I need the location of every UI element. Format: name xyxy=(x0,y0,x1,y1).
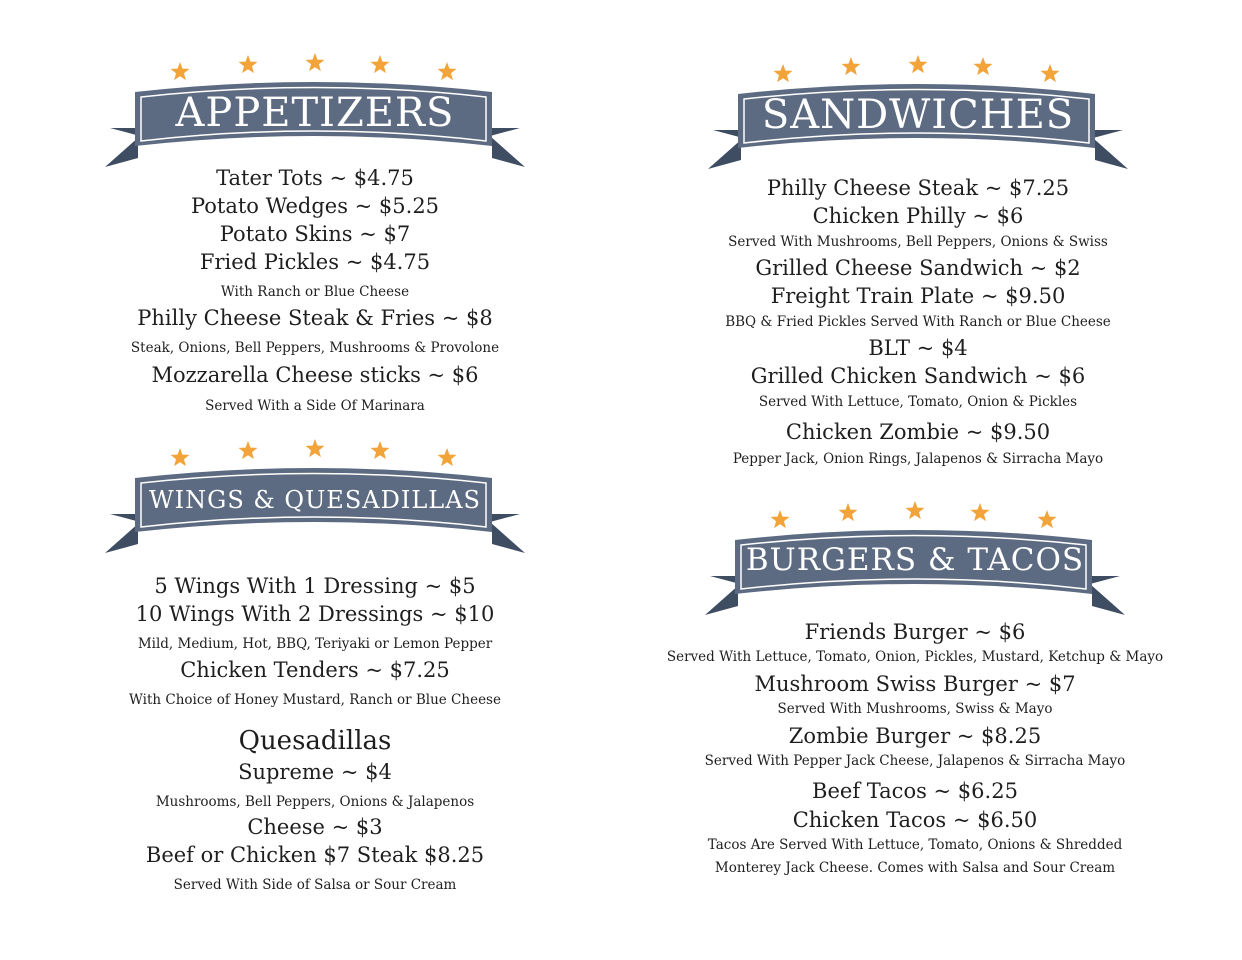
menu-item: Tater Tots ~ $4.75 xyxy=(216,166,414,190)
item-description: Monterey Jack Cheese. Comes with Salsa and Sour Cream xyxy=(714,860,1116,876)
menu-item: BLT ~ $4 xyxy=(868,336,968,360)
star-icon xyxy=(774,64,793,82)
star-icon xyxy=(239,55,258,73)
item-description: Tacos Are Served With Lettuce, Tomato, Onions & Shredded xyxy=(707,837,1123,853)
menu-item: Grilled Chicken Sandwich ~ $6 xyxy=(750,364,1086,388)
menu-item: 5 Wings With 1 Dressing ~ $5 xyxy=(154,574,476,598)
star-icon xyxy=(909,55,928,73)
menu-item: 10 Wings With 2 Dressings ~ $10 xyxy=(135,602,495,626)
star-icon xyxy=(906,501,925,519)
star-icon xyxy=(371,441,390,459)
item-description: Served With Lettuce, Tomato, Onion, Pickles, Mustard, Ketchup & Mayo xyxy=(666,649,1164,665)
star-icon xyxy=(771,510,790,528)
section-title: APPETIZERS xyxy=(175,90,455,136)
item-description: BBQ & Fried Pickles Served With Ranch or Blue Cheese xyxy=(725,314,1111,330)
menu-item: Fried Pickles ~ $4.75 xyxy=(199,250,431,274)
appetizers-banner xyxy=(100,50,530,170)
item-description: Steak, Onions, Bell Peppers, Mushrooms & Provolone xyxy=(130,340,500,356)
menu-item: Mozzarella Cheese sticks ~ $6 xyxy=(151,363,479,387)
item-description: Served With Mushrooms, Swiss & Mayo xyxy=(777,701,1053,717)
star-icon xyxy=(971,503,990,521)
ribbon-left-tail xyxy=(105,514,140,553)
ribbon-left-tail xyxy=(705,576,740,615)
menu-item: Potato Skins ~ $7 xyxy=(219,222,411,246)
item-description: Served With Pepper Jack Cheese, Jalapenos & Sirracha Mayo xyxy=(704,753,1126,769)
menu-item: Chicken Tenders ~ $7.25 xyxy=(180,658,450,682)
menu-item: Beef Tacos ~ $6.25 xyxy=(812,779,1018,803)
star-icon xyxy=(371,55,390,73)
item-description: Served With Lettuce, Tomato, Onion & Pickles xyxy=(758,394,1078,410)
ribbon-right-tail xyxy=(490,514,525,553)
menu-item: Friends Burger ~ $6 xyxy=(804,620,1026,644)
menu-item: Grilled Cheese Sandwich ~ $2 xyxy=(755,256,1081,280)
menu-item: Beef or Chicken $7 Steak $8.25 xyxy=(145,843,485,867)
burgers-banner xyxy=(700,498,1130,618)
star-icon xyxy=(306,53,325,71)
star-icon xyxy=(842,57,861,75)
sandwiches-banner xyxy=(703,52,1133,172)
menu-item: Chicken Philly ~ $6 xyxy=(812,204,1024,228)
section-title: BURGERS & TACOS xyxy=(745,542,1085,578)
menu-item: Supreme ~ $4 xyxy=(238,760,392,784)
star-icon xyxy=(438,62,457,80)
ribbon-right-tail xyxy=(1090,576,1125,615)
star-icon xyxy=(306,439,325,457)
star-icon xyxy=(171,62,190,80)
star-icon xyxy=(438,448,457,466)
menu-item: Philly Cheese Steak ~ $7.25 xyxy=(766,176,1070,200)
menu-item: Chicken Zombie ~ $9.50 xyxy=(785,420,1051,444)
menu-item: Cheese ~ $3 xyxy=(247,815,383,839)
menu-item: Potato Wedges ~ $5.25 xyxy=(190,194,440,218)
section-title: WINGS & QUESADILLAS xyxy=(149,486,481,514)
item-description: Mild, Medium, Hot, BBQ, Teriyaki or Lemon Pepper xyxy=(137,636,493,652)
star-icon xyxy=(171,448,190,466)
menu-item: Freight Train Plate ~ $9.50 xyxy=(770,284,1066,308)
star-icon xyxy=(1038,510,1057,528)
menu-item: Mushroom Swiss Burger ~ $7 xyxy=(754,672,1076,696)
star-icon xyxy=(239,441,258,459)
item-description: Served With Mushrooms, Bell Peppers, Onions & Swiss xyxy=(728,234,1108,250)
subsection-heading: Quesadillas xyxy=(238,726,392,756)
menu-item: Chicken Tacos ~ $6.50 xyxy=(792,808,1038,832)
menu-item: Zombie Burger ~ $8.25 xyxy=(788,724,1042,748)
item-description: Served With a Side Of Marinara xyxy=(205,398,425,414)
star-icon xyxy=(1041,64,1060,82)
wings-banner xyxy=(100,436,530,556)
star-icon xyxy=(974,57,993,75)
item-description: Pepper Jack, Onion Rings, Jalapenos & Sirracha Mayo xyxy=(732,451,1104,467)
star-icon xyxy=(839,503,858,521)
section-title: SANDWICHES xyxy=(761,92,1075,138)
item-description: With Choice of Honey Mustard, Ranch or Blue Cheese xyxy=(129,692,501,708)
menu-item: Philly Cheese Steak & Fries ~ $8 xyxy=(137,306,493,330)
item-description: With Ranch or Blue Cheese xyxy=(220,284,410,300)
item-description: Served With Side of Salsa or Sour Cream xyxy=(173,877,457,893)
item-description: Mushrooms, Bell Peppers, Onions & Jalapenos xyxy=(155,794,475,810)
